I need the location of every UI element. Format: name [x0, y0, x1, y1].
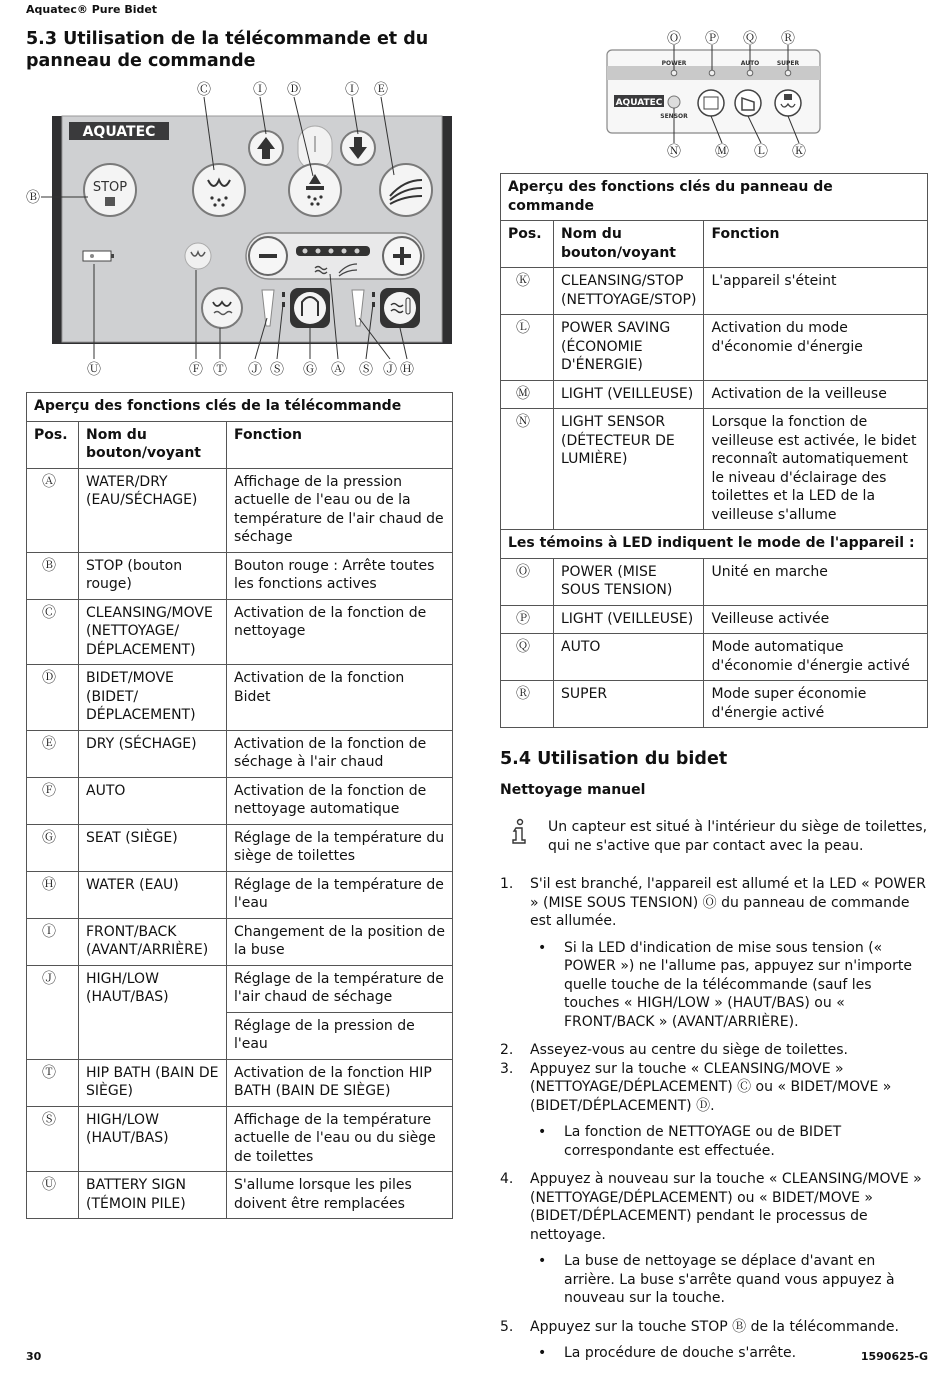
pos-cell: Ⓜ: [501, 380, 554, 409]
name-cell: HIGH/LOW (HAUT/BAS): [79, 965, 227, 1059]
table-row: [501, 380, 928, 409]
function-cell: Mode automatique d'économie d'énergie activé: [704, 634, 928, 681]
step-item: [500, 1041, 928, 1060]
pos-cell: Ⓤ: [27, 1172, 79, 1219]
name-cell: WATER/DRY (EAU/SÉCHAGE): [79, 468, 227, 552]
table-row: [501, 315, 928, 381]
step-number: 3.: [500, 1060, 514, 1077]
callout-f: Ⓕ: [189, 362, 203, 378]
panel-function-table: [500, 173, 928, 728]
table-row: [501, 409, 928, 530]
table-row: [27, 918, 453, 965]
callout-d: Ⓓ: [287, 82, 301, 98]
callout-u: Ⓤ: [87, 362, 101, 378]
function-cell: L'appareil s'éteint: [704, 268, 928, 315]
pos-cell: Ⓑ: [27, 552, 79, 599]
pos-cell: Ⓣ: [27, 1059, 79, 1106]
bullet-text: La fonction de NETTOYAGE ou de BIDET correspondante est effectuée.: [564, 1124, 842, 1159]
table-row: [501, 558, 928, 605]
col-header-function: Fonction: [227, 421, 453, 468]
light-sensor: [668, 96, 680, 108]
callout-e: Ⓔ: [374, 82, 388, 98]
col-header-function: Fonction: [704, 221, 928, 268]
callout-q: Ⓠ: [743, 31, 757, 47]
function-cell: Activation de la veilleuse: [704, 380, 928, 409]
name-cell: HIGH/LOW (HAUT/BAS): [79, 1106, 227, 1172]
svg-text:STOP: STOP: [92, 180, 128, 195]
function-cell: Activation de la fonction de séchage à l'air chaud: [227, 730, 453, 777]
pos-cell: Ⓢ: [27, 1106, 79, 1172]
bullet-text: La buse de nettoyage se déplace d'avant en arrière. La buse s'arrête quand vous appuyez à nouveau sur la touche.: [564, 1253, 895, 1306]
step-bullets: [530, 1123, 928, 1160]
function-cell: Réglage de la température du siège de toilettes: [227, 824, 453, 871]
step-number: 1.: [500, 876, 514, 892]
left-column: [26, 28, 453, 72]
name-cell: DRY (SÉCHAGE): [79, 730, 227, 777]
svg-text:SENSOR: SENSOR: [660, 113, 688, 120]
document-id: 1590625-G: [860, 1350, 928, 1363]
table-row: [27, 777, 453, 824]
callout-c: Ⓒ: [197, 82, 211, 98]
pos-cell: Ⓞ: [501, 558, 554, 605]
panel-power-saving-button[interactable]: [735, 90, 761, 116]
callout-h: Ⓗ: [400, 362, 414, 378]
table-row: [27, 730, 453, 777]
callout-r: Ⓡ: [781, 31, 795, 47]
callout-s: Ⓢ: [359, 362, 373, 378]
info-note-text: Un capteur est situé à l'intérieur du siège de toilettes, qui ne s'active que par contact avec la peau.: [548, 819, 928, 854]
step-item: [500, 875, 928, 1031]
table-row: [27, 1106, 453, 1172]
table-row: [501, 268, 928, 315]
step-bullets: [530, 1252, 928, 1308]
pos-cell: Ⓝ: [501, 409, 554, 530]
remote-table-caption: Aperçu des fonctions clés de la télécommande: [27, 393, 453, 422]
function-cell: Unité en marche: [704, 558, 928, 605]
page-number: 30: [26, 1350, 42, 1363]
pos-cell: Ⓡ: [501, 681, 554, 728]
function-cell: Veilleuse activée: [704, 605, 928, 634]
function-cell: Réglage de la pression de l'eau: [227, 1012, 453, 1059]
table-row: [27, 1059, 453, 1106]
panel-table-wrapper: [500, 173, 928, 1373]
callout-a: Ⓐ: [331, 362, 345, 378]
pos-cell: Ⓖ: [27, 824, 79, 871]
remote-control-figure: [26, 78, 454, 378]
name-cell: AUTO: [554, 634, 704, 681]
name-cell: CLEANSING/MOVE (NETTOYAGE/ DÉPLACEMENT): [79, 599, 227, 665]
col-header-pos: Pos.: [27, 421, 79, 468]
callout-t: Ⓣ: [213, 362, 227, 378]
callout-m: Ⓜ: [715, 144, 729, 158]
name-cell: POWER SAVING (ÉCONOMIE D'ÉNERGIE): [554, 315, 704, 381]
step-text: Appuyez sur la touche STOP Ⓑ de la télécommande.: [530, 1318, 899, 1335]
panel-table-caption: Aperçu des fonctions clés du panneau de commande: [501, 174, 928, 221]
pos-cell: Ⓓ: [27, 665, 79, 731]
info-icon: [500, 818, 548, 850]
step-text: Asseyez-vous au centre du siège de toilettes.: [530, 1042, 848, 1058]
control-panel-figure: [600, 28, 830, 158]
table-row: [27, 965, 453, 1012]
callout-j: Ⓙ: [248, 362, 262, 378]
function-cell: Activation du mode d'économie d'énergie: [704, 315, 928, 381]
function-cell: Activation de la fonction de nettoyage: [227, 599, 453, 665]
svg-text:AQUATEC: AQUATEC: [615, 98, 663, 108]
steps-list: [500, 875, 928, 1363]
name-cell: HIP BATH (BAIN DE SIÈGE): [79, 1059, 227, 1106]
function-cell: Changement de la position de la buse: [227, 918, 453, 965]
callout-i: Ⓘ: [253, 82, 267, 98]
name-cell: FRONT/BACK (AVANT/ARRIÈRE): [79, 918, 227, 965]
section-title-5-4: 5.4 Utilisation du bidet: [500, 749, 728, 769]
battery-sign-icon: [83, 251, 111, 261]
name-cell: CLEANSING/STOP (NETTOYAGE/STOP): [554, 268, 704, 315]
callout-p: Ⓟ: [705, 31, 719, 47]
pos-cell: Ⓐ: [27, 468, 79, 552]
step-number: 2.: [500, 1042, 514, 1058]
function-cell: Mode super économie d'énergie activé: [704, 681, 928, 728]
callout-o: Ⓞ: [667, 31, 681, 47]
pos-cell: Ⓔ: [27, 730, 79, 777]
bullet-mark: •: [538, 1124, 547, 1140]
bullet-item: [538, 1123, 928, 1160]
remote-table-wrapper: [26, 392, 453, 1219]
hip-bath-button[interactable]: [202, 288, 242, 328]
function-cell: Réglage de la température de l'air chaud de séchage: [227, 965, 453, 1012]
function-cell: Lorsque la fonction de veilleuse est activée, le bidet reconnaît automatiquement le niveau d'éclairage des toilettes et la LED de la veilleuse s'allume: [704, 409, 928, 530]
name-cell: STOP (bouton rouge): [79, 552, 227, 599]
table-row: [501, 634, 928, 681]
bullet-mark: •: [538, 1345, 547, 1361]
name-cell: LIGHT (VEILLEUSE): [554, 380, 704, 409]
bullet-mark: •: [538, 1253, 547, 1269]
callout-k: Ⓚ: [792, 144, 806, 158]
pos-cell: Ⓘ: [27, 918, 79, 965]
function-cell: Activation de la fonction Bidet: [227, 665, 453, 731]
bullet-item: [538, 1252, 928, 1308]
table-row: [27, 552, 453, 599]
callout-l: Ⓛ: [754, 144, 768, 158]
col-header-name: Nom du bouton/voyant: [79, 421, 227, 468]
pos-cell: Ⓠ: [501, 634, 554, 681]
step-item: [500, 1170, 928, 1308]
col-header-name: Nom du bouton/voyant: [554, 221, 704, 268]
cleansing-button[interactable]: [193, 164, 245, 216]
pos-cell: Ⓗ: [27, 871, 79, 918]
info-note: [500, 818, 928, 855]
function-cell: Bouton rouge : Arrête toutes les fonctions actives: [227, 552, 453, 599]
svg-text:POWER: POWER: [661, 60, 687, 67]
pos-cell: Ⓛ: [501, 315, 554, 381]
name-cell: LIGHT (VEILLEUSE): [554, 605, 704, 634]
pos-cell: Ⓚ: [501, 268, 554, 315]
callout-i: Ⓘ: [345, 82, 359, 98]
name-cell: WATER (EAU): [79, 871, 227, 918]
pos-cell: Ⓕ: [27, 777, 79, 824]
subtitle-manual-cleaning: Nettoyage manuel: [500, 782, 646, 798]
table-row: [27, 665, 453, 731]
name-cell: POWER (MISE SOUS TENSION): [554, 558, 704, 605]
auto-indicator-icon: [185, 243, 211, 269]
function-cell: Réglage de la température de l'eau: [227, 871, 453, 918]
remote-function-table: [26, 392, 453, 1219]
function-cell: Activation de la fonction HIP BATH (BAIN DE SIÈGE): [227, 1059, 453, 1106]
name-cell: SEAT (SIÈGE): [79, 824, 227, 871]
table-row: [27, 599, 453, 665]
callout-b: Ⓑ: [26, 190, 40, 206]
table-row: [501, 681, 928, 728]
table-row: [501, 605, 928, 634]
step-number: 5.: [500, 1318, 514, 1335]
name-cell: BIDET/MOVE (BIDET/ DÉPLACEMENT): [79, 665, 227, 731]
function-cell: Affichage de la température actuelle de l'eau ou du siège de toilettes: [227, 1106, 453, 1172]
name-cell: SUPER: [554, 681, 704, 728]
col-header-pos: Pos.: [501, 221, 554, 268]
function-cell: S'allume lorsque les piles doivent être remplacées: [227, 1172, 453, 1219]
function-cell: Activation de la fonction de nettoyage automatique: [227, 777, 453, 824]
function-cell: Affichage de la pression actuelle de l'eau ou de la température de l'air chaud de séchage: [227, 468, 453, 552]
callout-s: Ⓢ: [270, 362, 284, 378]
step-number: 4.: [500, 1171, 514, 1187]
svg-text:AUTO: AUTO: [740, 60, 760, 67]
table-row: [27, 871, 453, 918]
running-header: Aquatec® Pure Bidet: [26, 3, 158, 16]
bullet-text: Si la LED d'indication de mise sous tension (« POWER ») ne l'allume pas, appuyez sur n'importe quelle touche de la télécommande (sauf les touches « HIGH/LOW » (HAUT/BAS) ou « FRONT/BACK » (AVANT/ARRIÈRE).: [564, 939, 912, 1030]
step-text: Appuyez à nouveau sur la touche « CLEANSING/MOVE » (NETTOYAGE/DÉPLACEMENT) ou « BIDET/MOVE » (BIDET/DÉPLACEMENT) pendant le processus de nettoyage.: [530, 1171, 922, 1243]
bullet-item: [538, 939, 928, 1032]
callout-n: Ⓝ: [667, 144, 681, 158]
step-text: Appuyez sur la touche « CLEANSING/MOVE » (NETTOYAGE/DÉPLACEMENT) Ⓒ ou « BIDET/MOVE » (BIDET/DÉPLACEMENT) Ⓓ.: [530, 1060, 892, 1114]
name-cell: BATTERY SIGN (TÉMOIN PILE): [79, 1172, 227, 1219]
bullet-mark: •: [538, 939, 547, 956]
pos-cell: Ⓟ: [501, 605, 554, 634]
pos-cell: Ⓒ: [27, 599, 79, 665]
svg-text:SUPER: SUPER: [776, 60, 800, 67]
callout-j: Ⓙ: [383, 362, 397, 378]
table-row: [27, 1172, 453, 1219]
svg-text:AQUATEC: AQUATEC: [82, 124, 156, 140]
section-title-5-3: 5.3 Utilisation de la télécommande et du panneau de commande: [26, 29, 429, 71]
name-cell: LIGHT SENSOR (DÉTECTEUR DE LUMIÈRE): [554, 409, 704, 530]
callout-g: Ⓖ: [303, 362, 317, 378]
step-item: [500, 1060, 928, 1161]
led-caption: Les témoins à LED indiquent le mode de l'appareil :: [501, 530, 928, 559]
table-row: [27, 824, 453, 871]
pos-cell: Ⓙ: [27, 965, 79, 1059]
table-row: [27, 468, 453, 552]
step-bullets: [530, 939, 928, 1032]
name-cell: AUTO: [79, 777, 227, 824]
panel-light-button[interactable]: [698, 90, 724, 116]
step-text: S'il est branché, l'appareil est allumé et la LED « POWER » (MISE SOUS TENSION) Ⓞ du panneau de commande est allumée.: [530, 876, 926, 929]
bullet-text: La procédure de douche s'arrête.: [564, 1345, 797, 1361]
